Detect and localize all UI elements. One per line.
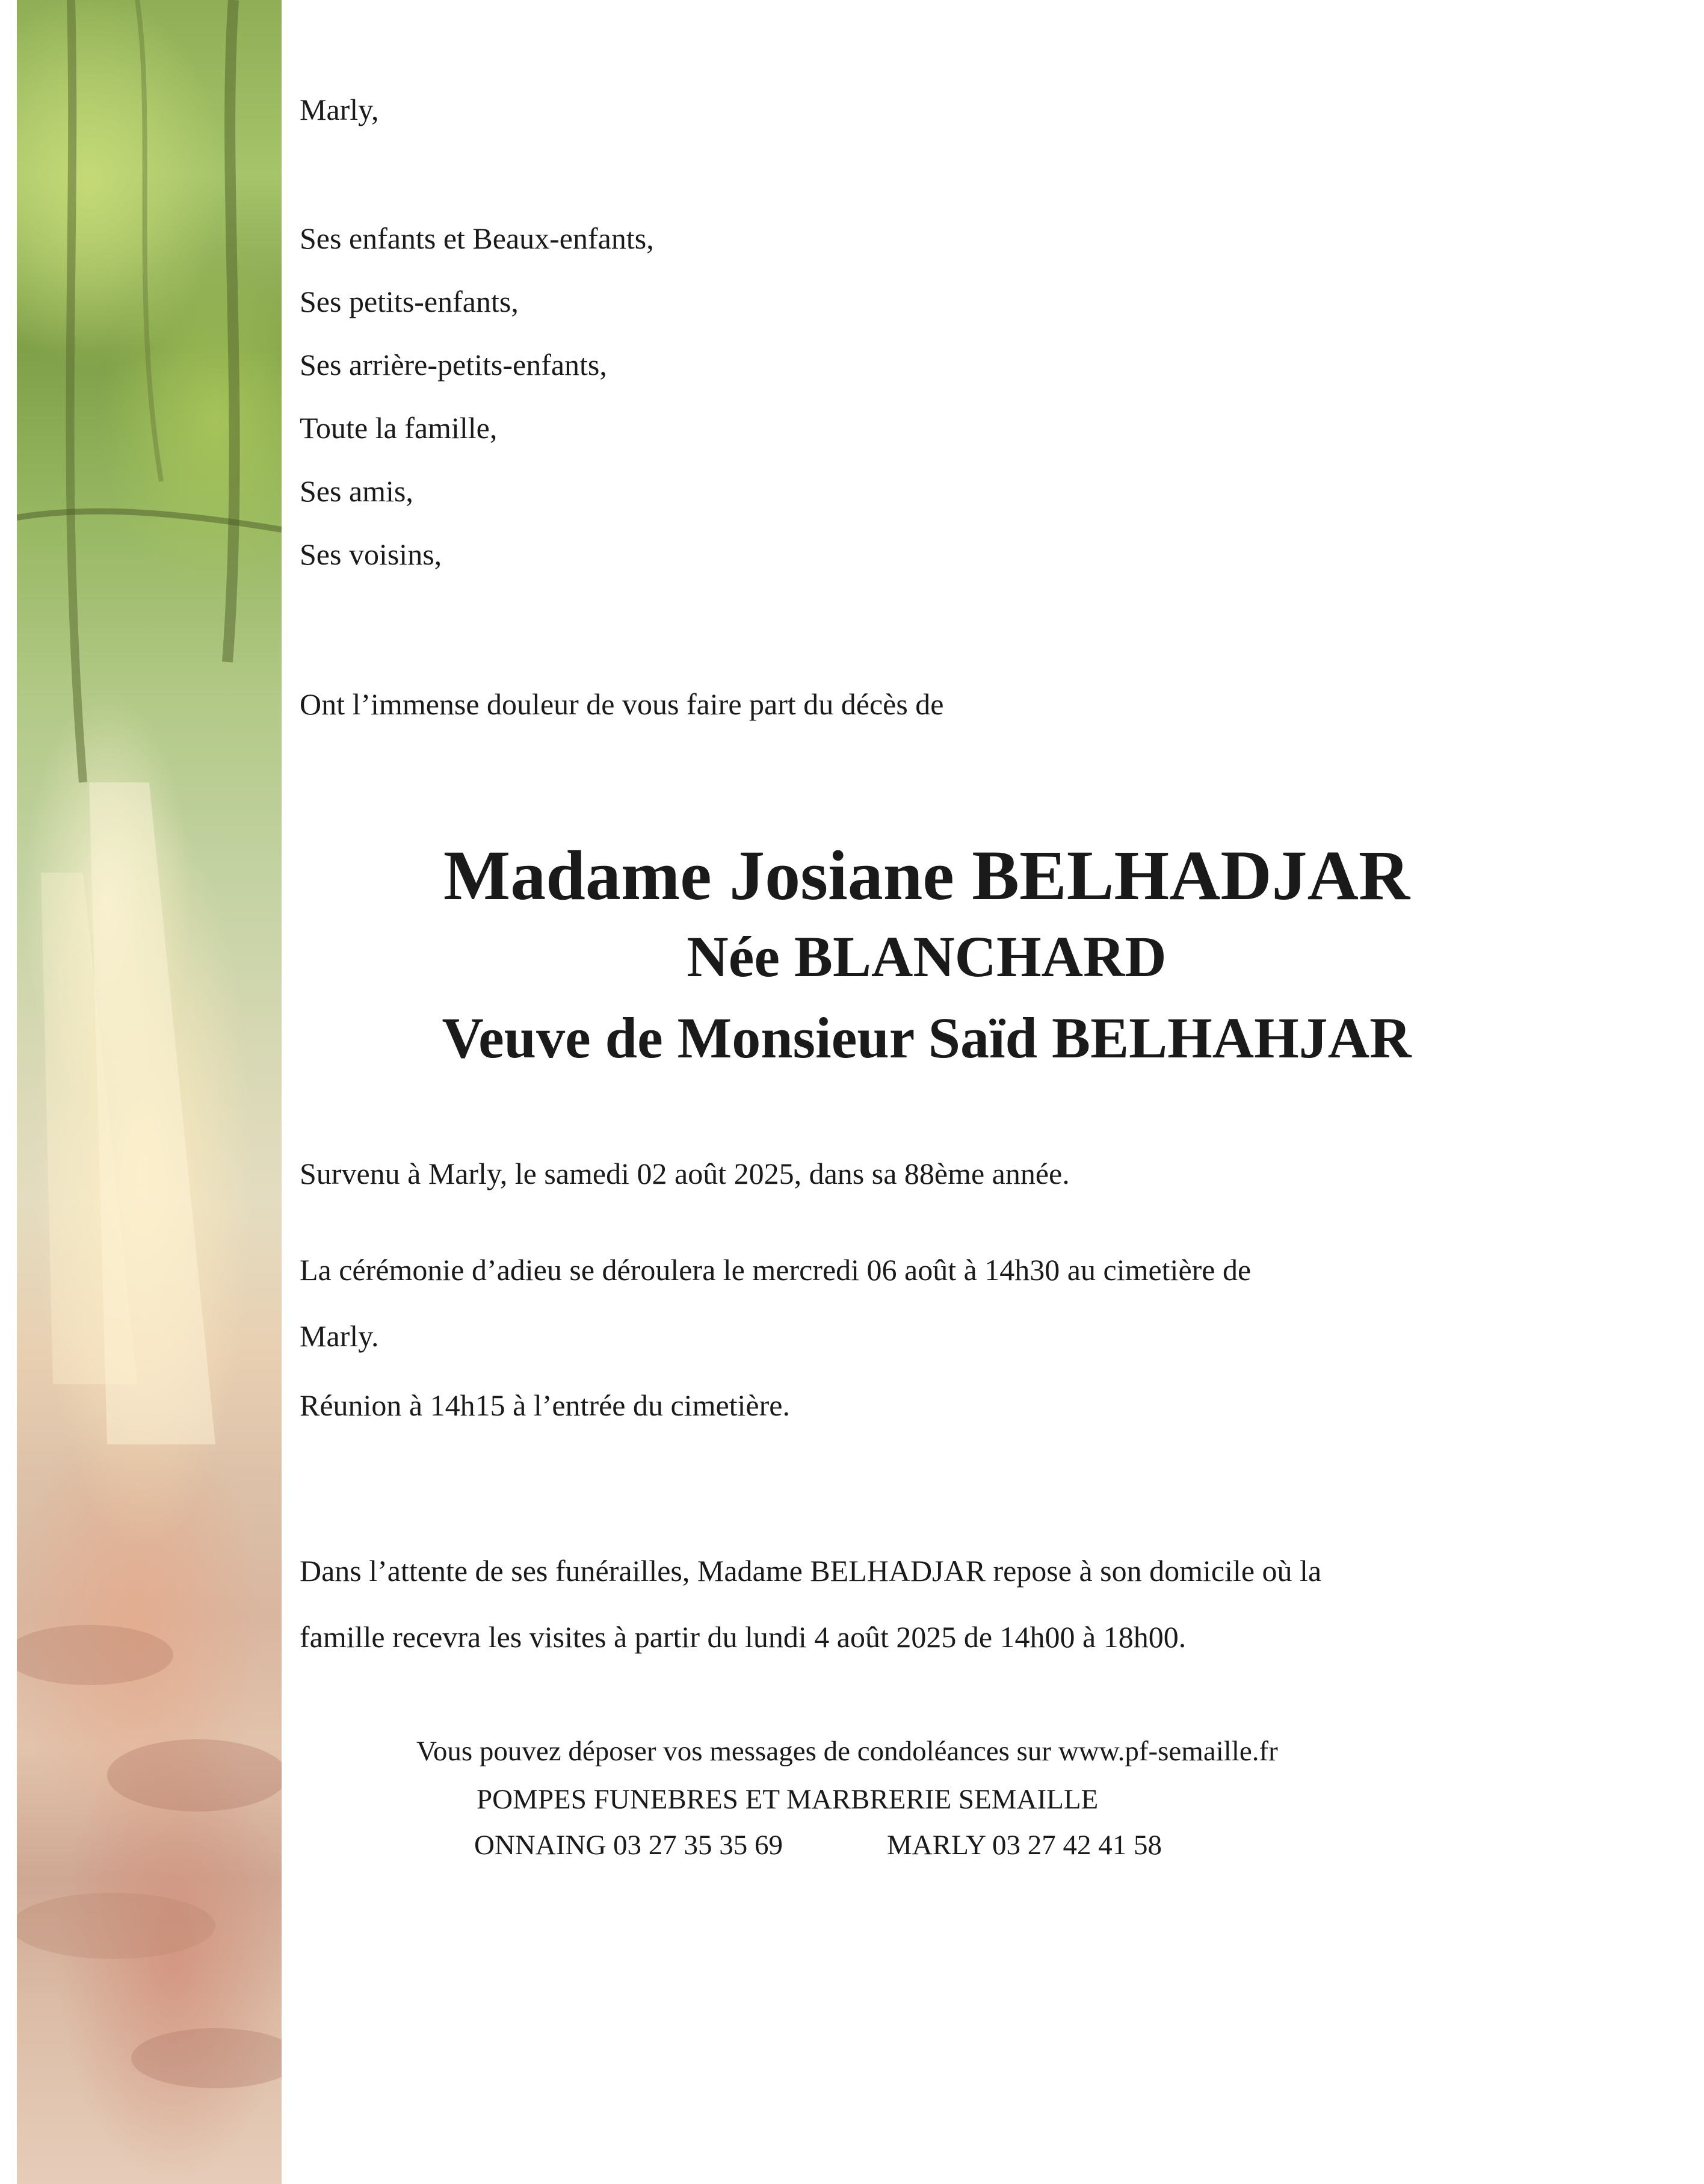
family-line: Toute la famille,: [300, 411, 498, 445]
marly-phone: MARLY 03 27 42 41 58: [887, 1830, 1162, 1861]
visit-text: famille recevra les visites à partir du lundi 4 août 2025 de 14h00 à 18h00.: [300, 1620, 1187, 1654]
onnaing-phone: ONNAING 03 27 35 35 69: [474, 1830, 783, 1861]
ceremony-text: La cérémonie d’adieu se déroulera le mercredi 06 août à 14h30 au cimetière de: [300, 1253, 1252, 1287]
maiden-name: Née BLANCHARD: [687, 924, 1167, 989]
deceased-name: Madame Josiane BELHADJAR: [443, 836, 1410, 915]
family-line: Ses amis,: [300, 474, 413, 508]
meeting-text: Réunion à 14h15 à l’entrée du cimetière.: [300, 1388, 790, 1422]
announcement-text: Ont l’immense douleur de vous faire part du décès de: [300, 687, 944, 721]
company-name: POMPES FUNEBRES ET MARBRERIE SEMAILLE: [477, 1784, 1099, 1815]
family-line: Ses arrière-petits-enfants,: [300, 348, 607, 382]
family-line: Ses voisins,: [300, 537, 442, 571]
place-line: Marly,: [300, 93, 379, 126]
ceremony-text: Marly.: [300, 1319, 379, 1353]
family-line: Ses petits-enfants,: [300, 285, 519, 318]
condolences-text: Vous pouvez déposer vos messages de condoléances sur www.pf-semaille.fr: [416, 1736, 1278, 1767]
widow-line: Veuve de Monsieur Saïd BELHAHJAR: [442, 1006, 1412, 1070]
visit-text: Dans l’attente de ses funérailles, Madame BELHADJAR repose à son domicile où la: [300, 1554, 1322, 1588]
death-date-text: Survenu à Marly, le samedi 02 août 2025, dans sa 88ème année.: [300, 1157, 1070, 1190]
family-line: Ses enfants et Beaux-enfants,: [300, 221, 654, 255]
